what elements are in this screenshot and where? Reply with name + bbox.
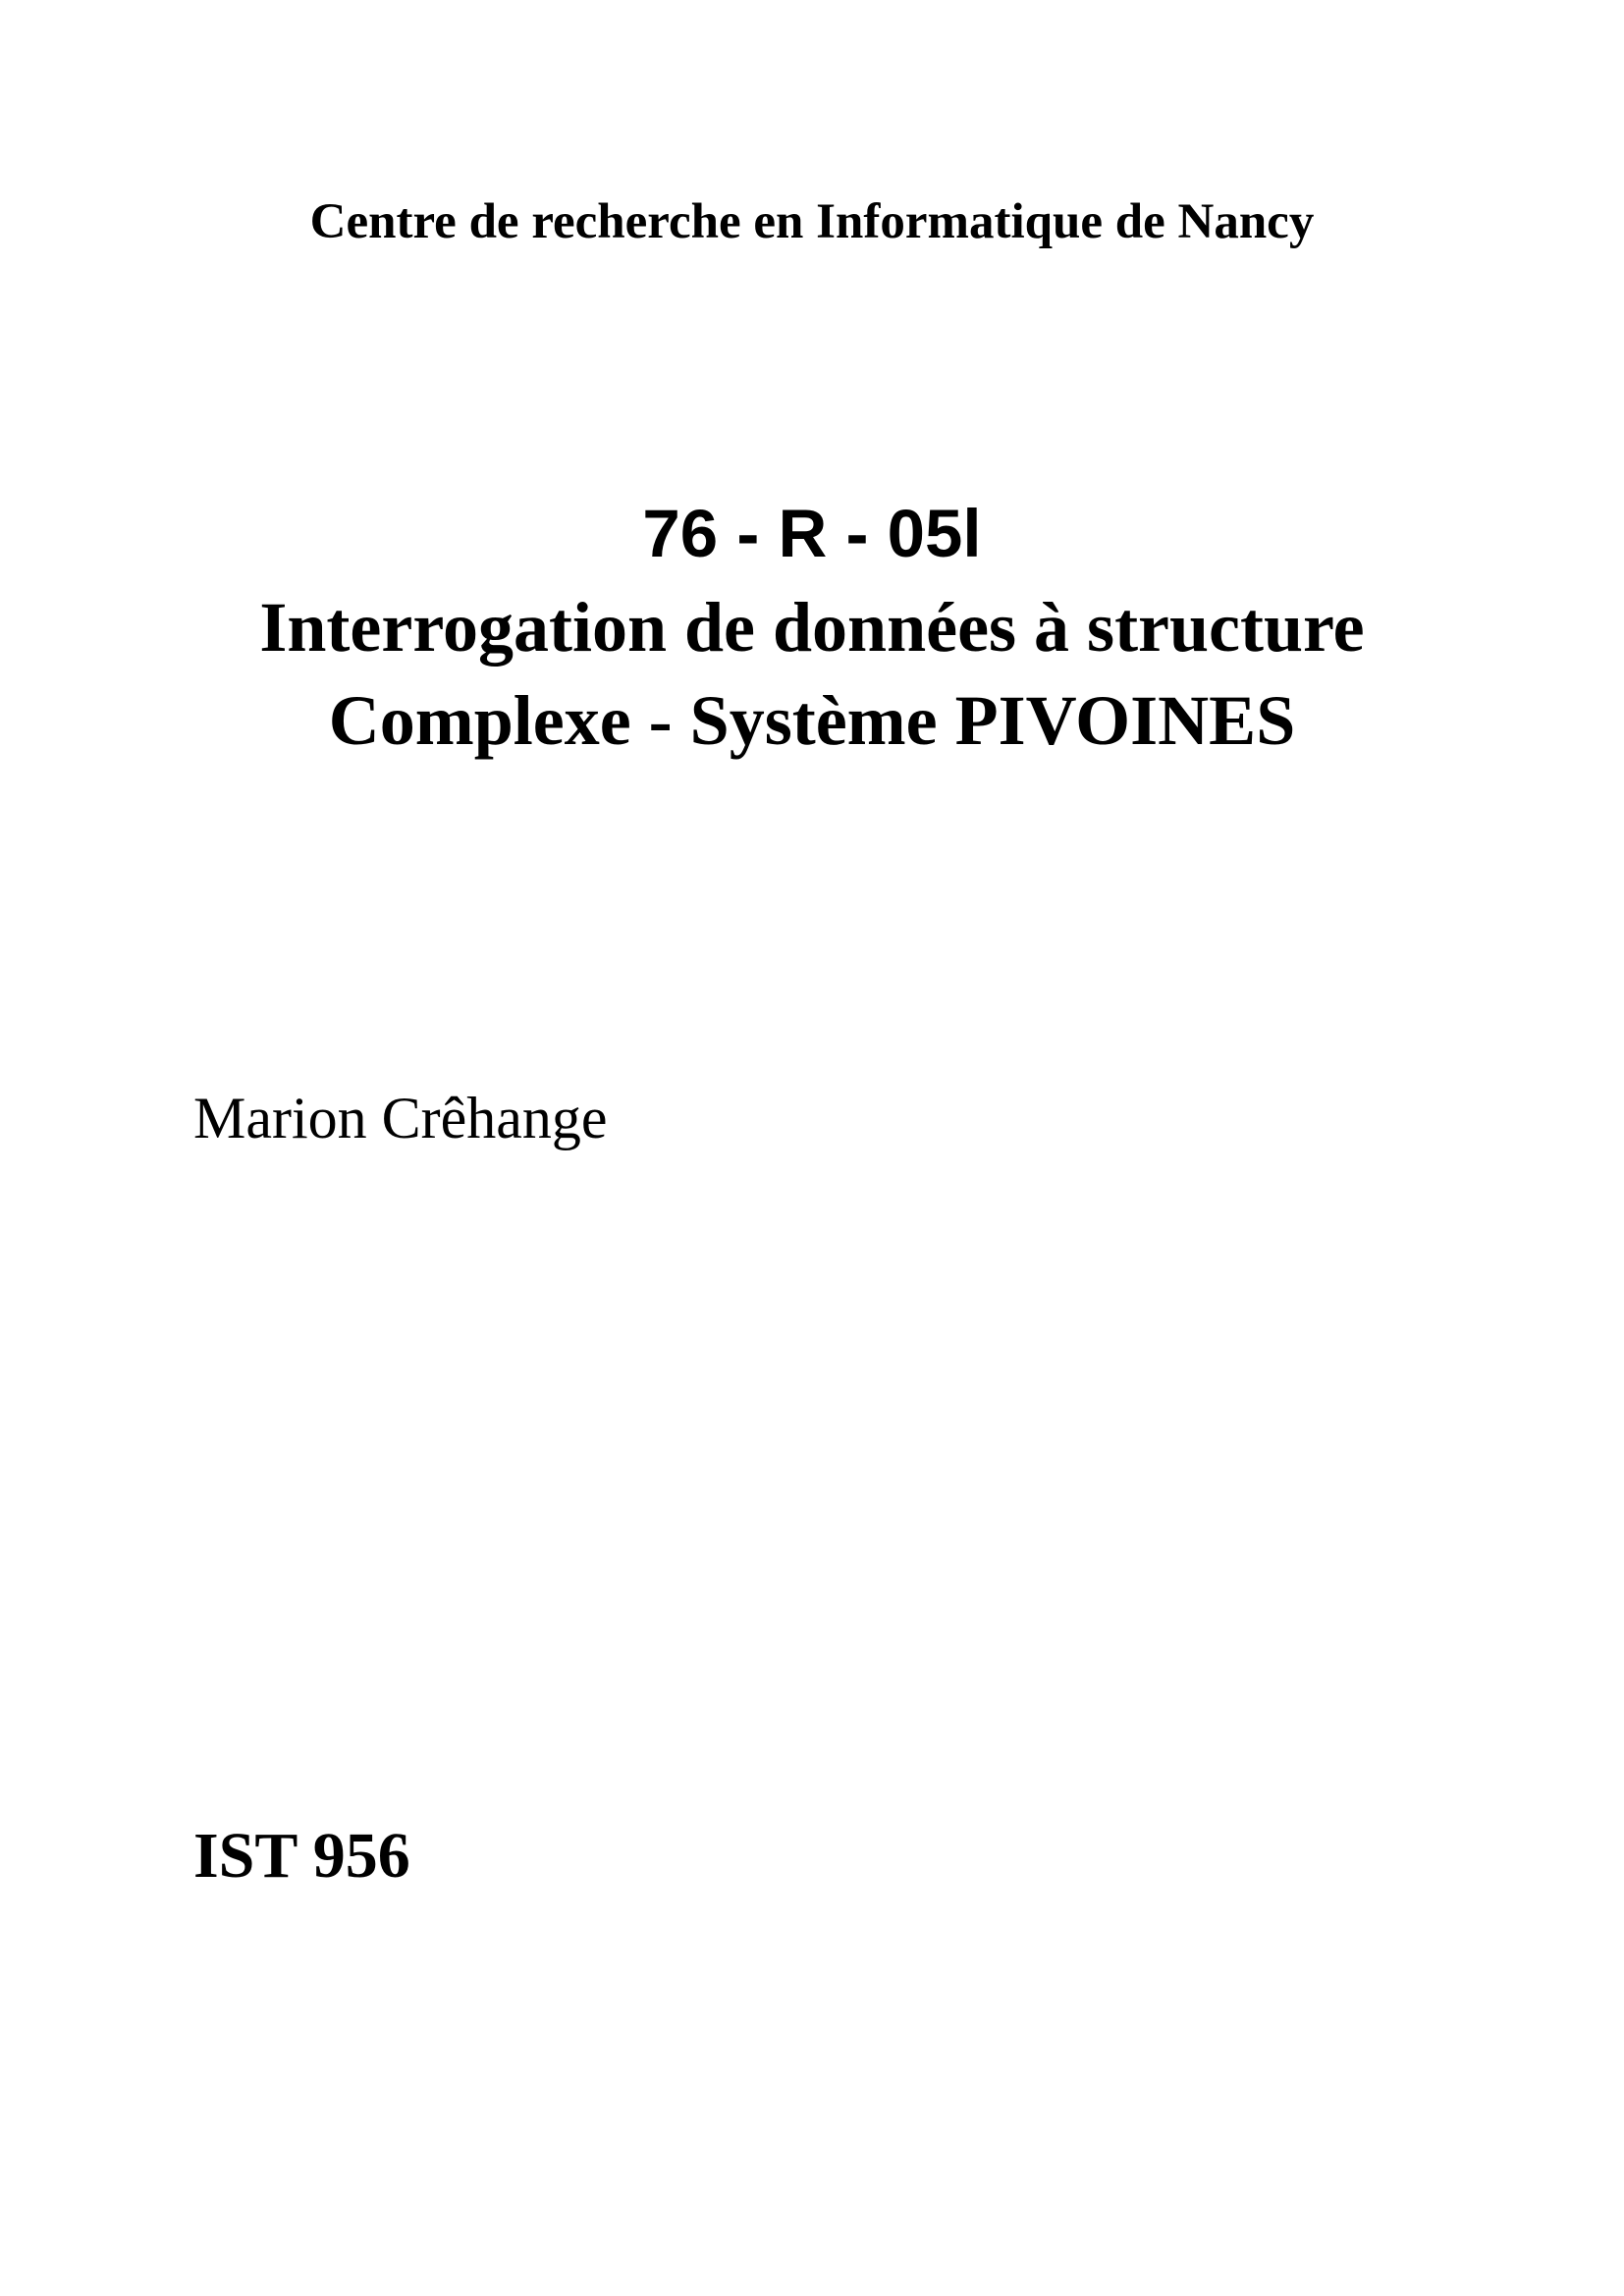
report-title-line-2: Complexe - Système PIVOINES: [328, 681, 1296, 760]
report-title-line-1: Interrogation de données à structure: [259, 588, 1365, 667]
report-header: [0, 487, 1624, 768]
reference-code: IST 956: [193, 1820, 410, 1892]
author-name: Marion Crêhange: [193, 1086, 608, 1150]
report-number: [0, 487, 1624, 581]
report-number-text: 76 - R - 05l: [642, 496, 982, 571]
institution-name: Centre de recherche en Informatique de Nancy: [309, 194, 1315, 249]
